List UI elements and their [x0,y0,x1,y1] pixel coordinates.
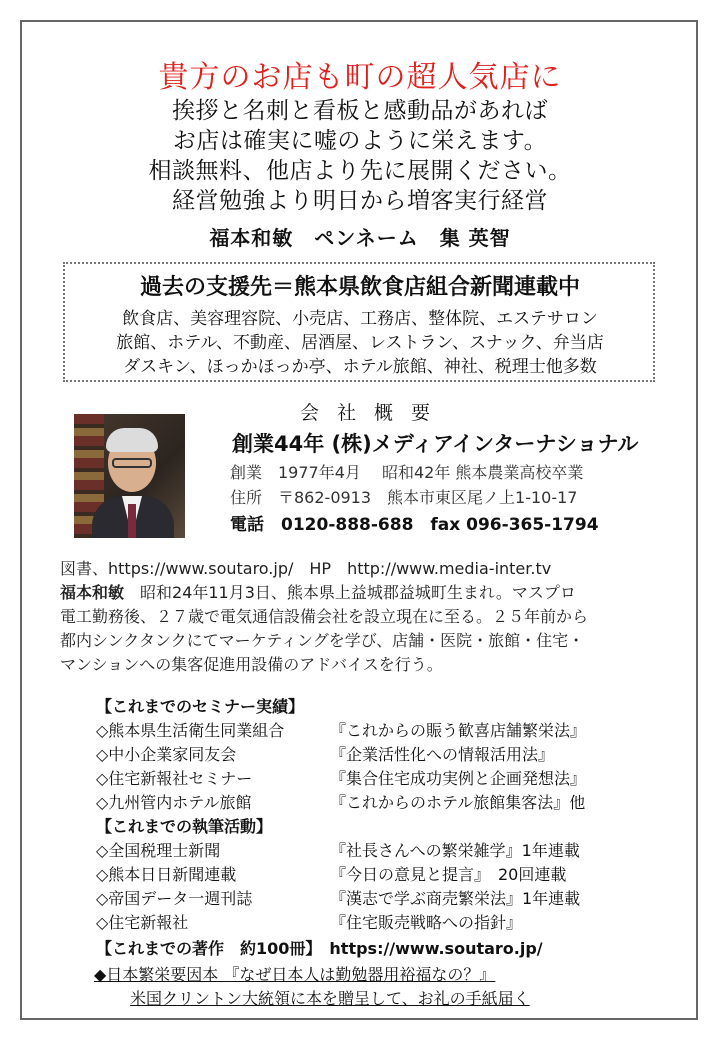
headline: 貴方のお店も町の超人気店に [158,60,562,95]
books-heading: 【これまでの著作 約100冊】 https://www.soutaro.jp/ [96,939,543,958]
writing-title-3: 『漢志で学ぶ商売繁栄法』1年連載 [330,889,581,908]
support-line-2: 旅館、ホテル、不動産、居酒屋、レストラン、スナック、弁当店 [116,333,604,353]
company-heading: 会社概要 [300,402,449,424]
author-line: 福本和敏 ペンネーム 集 英智 [209,226,511,250]
support-line-1: 飲食店、美容理容院、小売店、工務店、整体院、エステサロン [122,309,598,329]
writing-org-2: ◇熊本日日新聞連載 [96,865,237,884]
intro-line-4: 経営勉強より明日から増客実行経営 [172,188,548,214]
author-photo [74,414,185,538]
seminar-title-4: 『これからのホテル旅館集客法』他 [330,793,586,812]
profile-line-1-text: 昭和24年11月3日、熊本県上益城郡益城町生まれ。マスプロ [124,583,576,602]
intro-line-2: お店は確実に嘘のように栄えます。 [172,128,548,154]
profile-line-2: 電工勤務後、２７歳で電気通信設備会社を設立現在に至る。２５年前から [60,607,589,626]
seminar-org-2: ◇中小企業家同友会 [96,745,237,764]
seminar-title-3: 『集合住宅成功実例と企画発想法』 [330,769,587,788]
intro-line-1: 挨拶と名刺と看板と感動品があれば [172,98,548,124]
writing-org-3: ◇帝国データ一週刊誌 [96,889,253,908]
writing-org-1: ◇全国税理士新聞 [96,841,221,860]
profile-name: 福本和敏 [60,583,125,602]
writing-org-4: ◇住宅新報社 [96,913,189,932]
support-title: 過去の支援先＝熊本県飲食店組合新聞連載中 [139,275,580,300]
company-founded: 創業 1977年4月 昭和42年 熊本農業高校卒業 [230,463,584,482]
seminar-org-4: ◇九州管内ホテル旅館 [96,793,252,812]
writing-heading: 【これまでの執筆活動】 [96,817,273,836]
intro-line-3: 相談無料、他店より先に展開ください。 [148,158,572,184]
writing-title-4: 『住宅販売戦略への指針』 [330,913,523,932]
seminar-title-2: 『企業活性化への情報活用法』 [330,745,555,764]
seminar-org-1: ◇熊本県生活衛生同業組合 [96,721,285,740]
company-name: 創業44年 (株)メディアインターナショナル [232,432,639,456]
seminars-heading: 【これまでのセミナー実績】 [96,697,305,716]
seminar-title-1: 『これからの賑う歓喜店舗繁栄法』 [330,721,587,740]
profile-line-1 [60,580,576,603]
support-line-3: ダスキン、ほっかほっか亭、ホテル旅館、神社、税理士他多数 [123,357,597,377]
writing-title-2: 『今日の意見と提言』 20回連載 [330,865,567,884]
books-line-1: ◆日本繁栄要因本 『なぜ日本人は勤勉器用裕福なの？』 [94,965,496,984]
seminar-org-3: ◇住宅新報社セミナー [96,769,253,788]
profile-line-3: 都内シンクタンクにてマーケティングを学び、店舗・医院・旅館・住宅・ [60,631,585,650]
profile-links: 図書、https://www.soutaro.jp/ HP http://www.media-inter.tv [60,559,552,578]
profile-line-4: マンションへの集客促進用設備のアドバイスを行う。 [60,655,443,674]
writing-title-1: 『社長さんへの繁栄雑学』1年連載 [330,841,580,860]
company-phone: 電話 0120-888-688 fax 096-365-1794 [230,515,599,535]
company-address: 住所 〒862-0913 熊本市東区尾ノ上1-10-17 [230,488,578,507]
books-line-2: 米国クリントン大統領に本を贈呈して、お礼の手紙届く [130,989,530,1008]
